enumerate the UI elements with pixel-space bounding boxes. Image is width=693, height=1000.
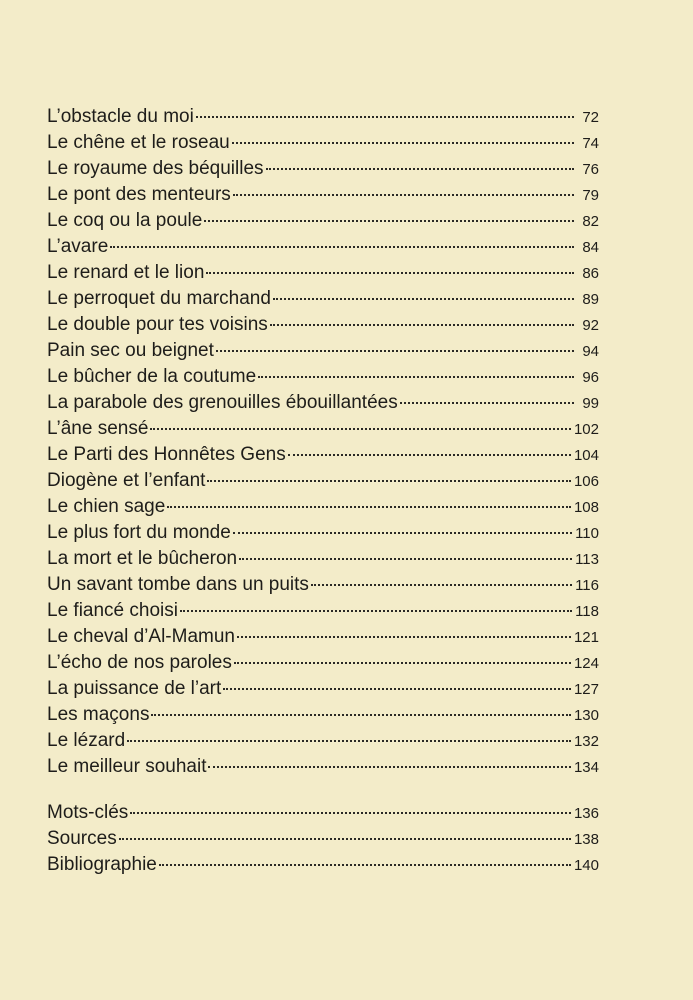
toc-entry [47,468,599,494]
toc-entry-title: Diogène et l’enfant [47,470,206,491]
dot-leader [270,324,574,326]
appendix-list [47,800,599,878]
toc-entry-page-number: 94 [582,343,599,360]
toc-entry-title: Le plus fort du monde [47,522,231,543]
dot-leader [273,298,574,300]
toc-entry [47,598,599,624]
toc-entry-title: Le lézard [47,730,126,751]
dot-leader [400,402,574,404]
dot-leader [206,272,574,274]
dot-leader [159,864,571,866]
dot-leader [234,662,571,664]
toc-entry [47,130,599,156]
dot-leader [196,116,574,118]
toc-entry [47,156,599,182]
toc-entry [47,286,599,312]
dot-leader [127,740,571,742]
toc-entry-page-number: 102 [573,421,599,438]
toc-entry [47,234,599,260]
toc-entry [47,624,599,650]
toc-entry [47,208,599,234]
dot-leader [130,812,571,814]
toc-entry-title: Le royaume des béquilles [47,158,264,179]
toc-entry-page-number: 72 [582,109,599,126]
toc-entry-page-number: 82 [582,213,599,230]
dot-leader [110,246,574,248]
dot-leader [288,454,571,456]
toc-entry-page-number: 124 [573,655,599,672]
toc-entry-title: Le perroquet du marchand [47,288,271,309]
dot-leader [223,688,571,690]
toc-entry [47,442,599,468]
toc-entry-page-number: 99 [582,395,599,412]
toc-entry-title: Le renard et le lion [47,262,205,283]
toc-entry-title: Pain sec ou beignet [47,340,214,361]
toc-entry-page-number: 104 [573,447,599,464]
toc-entry-page-number: 86 [582,265,599,282]
dot-leader [216,350,574,352]
toc-entry-title: La mort et le bûcheron [47,548,238,569]
toc-entry [47,104,599,130]
toc-entry [47,852,599,878]
toc-entry [47,800,599,826]
toc-entry-page-number: 127 [573,681,599,698]
toc-entry-page-number: 140 [573,857,599,874]
toc-entry [47,702,599,728]
toc-entry-title: Un savant tombe dans un puits [47,574,309,595]
toc-entry-title: L’avare [47,236,109,257]
toc-entry-page-number: 106 [573,473,599,490]
toc-entry [47,546,599,572]
toc-entry-title: Le chien sage [47,496,166,517]
toc-entry-page-number: 118 [575,603,599,620]
dot-leader [311,584,572,586]
toc-entry-title: La parabole des grenouilles ébouillantées [47,392,398,413]
dot-leader [258,376,574,378]
toc-entry-title: Bibliographie [47,854,157,875]
dot-leader [233,194,574,196]
dot-leader [204,220,574,222]
toc-entry-title: Le meilleur souhait [47,756,207,777]
toc-entry [47,390,599,416]
toc-entry-page-number: 138 [573,831,599,848]
dot-leader [167,506,571,508]
toc-entry-page-number: 136 [573,805,599,822]
toc-entry-title: Le pont des menteurs [47,184,231,205]
toc-entry [47,338,599,364]
toc-entry-title: L’âne sensé [47,418,149,439]
toc-entry-title: Mots-clés [47,802,129,823]
toc-entry-title: Les maçons [47,704,150,725]
toc-entry-title: Le fiancé choisi [47,600,178,621]
dot-leader [151,714,571,716]
chapter-list [47,104,599,780]
table-of-contents [47,104,599,878]
toc-entry-page-number: 96 [582,369,599,386]
toc-entry-page-number: 92 [582,317,599,334]
section-gap [47,780,599,800]
toc-entry [47,572,599,598]
toc-entry-title: Le bûcher de la coutume [47,366,257,387]
dot-leader [150,428,571,430]
toc-entry-title: L’obstacle du moi [47,106,194,127]
toc-entry-page-number: 108 [573,499,599,516]
toc-entry [47,416,599,442]
toc-entry-page-number: 121 [573,629,599,646]
toc-entry-title: Le double pour tes voisins [47,314,268,335]
toc-entry-title: Le coq ou la poule [47,210,203,231]
dot-leader [208,766,570,768]
toc-entry-page-number: 84 [582,239,599,256]
toc-entry-page-number: 89 [582,291,599,308]
toc-entry [47,676,599,702]
dot-leader [119,838,571,840]
toc-entry-page-number: 74 [582,135,599,152]
dot-leader [239,558,572,560]
toc-entry [47,826,599,852]
toc-entry-page-number: 130 [573,707,599,724]
toc-entry-title: L’écho de nos paroles [47,652,232,673]
toc-entry [47,494,599,520]
dot-leader [232,142,574,144]
dot-leader [180,610,572,612]
toc-entry-page-number: 110 [575,525,599,542]
toc-entry-title: La puissance de l’art [47,678,222,699]
toc-entry-page-number: 134 [573,759,599,776]
toc-entry [47,520,599,546]
toc-entry-title: Le chêne et le roseau [47,132,230,153]
toc-entry-title: Sources [47,828,117,849]
toc-entry [47,260,599,286]
dot-leader [266,168,574,170]
dot-leader [233,532,572,534]
toc-entry-page-number: 132 [573,733,599,750]
toc-entry [47,754,599,780]
toc-entry-page-number: 76 [582,161,599,178]
toc-entry [47,182,599,208]
toc-entry [47,650,599,676]
toc-entry-page-number: 79 [582,187,599,204]
toc-entry [47,364,599,390]
toc-entry [47,312,599,338]
toc-entry-page-number: 113 [575,551,599,568]
toc-entry-title: Le cheval d’Al-Mamun [47,626,235,647]
toc-entry-title: Le Parti des Honnêtes Gens [47,444,286,465]
dot-leader [237,636,571,638]
toc-entry [47,728,599,754]
dot-leader [207,480,571,482]
toc-entry-page-number: 116 [575,577,599,594]
